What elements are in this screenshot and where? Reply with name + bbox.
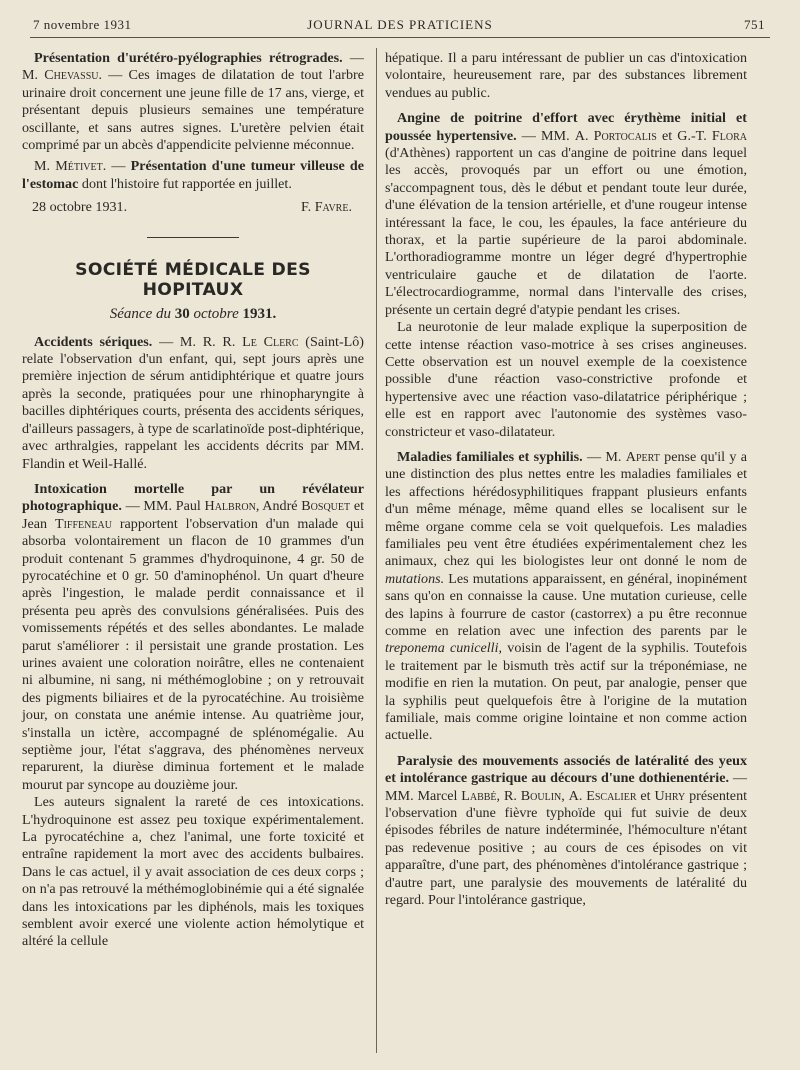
right-column [385, 50, 747, 910]
article-paragraph: La neurotonie de leur malade explique la superposition de cette intense réaction vaso-motrice à ses crises angineuses. Cette observation est un nouvel exemple de la coexistence possible d'une réaction vaso-constrictive profonde et hypertensive avec une réaction vaso-dilatatrice périphérique ; elle est en rapport avec l'autonomie des systèmes vaso-constricteur et vaso-dilatateur. [385, 319, 747, 440]
left-column [22, 50, 364, 951]
header-date: 7 novembre 1931 [33, 17, 132, 32]
article-body: (Saint-Lô) relate l'observation d'un enfant, qui, sept jours après une première injection de sérum antidiphtérique et quatre jours après la seconde, pratiquées pour une rhinopharyngite à bacilles diphtériques courts, présenta des accidents sériques, d'ailleurs passagers, à type de scarlatinoïde post-diphtérique, avec arthralgies, rappelant les accidents décrits par MM. Flandin et Weil-Hallé. [22, 333, 365, 472]
author-name: A. Portocalis [574, 127, 657, 144]
society-heading: SOCIÉTÉ MÉDICALE DES HOPITAUX [75, 260, 311, 301]
author-name: G.-T. Flora [677, 127, 747, 144]
article-title: Intoxication mortelle par un révélateur photographique. [22, 480, 364, 515]
article-continuation: Les auteurs signalent la rareté de ces intoxications. L'hydroquinone est assez peu toxique expérimentalement. La pyrocatéchine a, chez l'animal, une forte toxicité et entraîne rapidement la mort avec des accidents bulbaires. Dans le cas actuel, il y avait association de ces deux corps ; on n'a pas retrouvé la méthémoglobinémie qui a été signalée dans les intoxications par les diphénols, mais les toxiques semblent avoir exercé une violente action hémolytique et altéré la cellule [22, 794, 364, 950]
article-body: Ces images de dilatation de tout l'arbre urinaire droit concernent une jeune fille de 17 ans, vierge, et présentant depuis plusieurs semaines une température oscillante, et sans autres signes. L'uretère pelvien était comprimé par un abcès d'appendicite pelvienne méconnue. [22, 67, 364, 154]
author-name: A. Escalier [568, 787, 637, 804]
article-tumeur-estomac: M. Métivet. — Présentation d'une tumeur villeuse de l'estomac dont l'histoire fut rapportée en juillet. [22, 158, 364, 192]
author-prefix: MM. Marcel [385, 787, 458, 804]
author-name: Apert [625, 448, 660, 465]
signature [22, 199, 364, 217]
article-title: Accidents sériques. [34, 333, 153, 350]
signature-name: F. Favre. [300, 199, 352, 216]
article-body: dont l'histoire fut rapportée en juillet. [81, 175, 292, 192]
article-body: présentent l'observation d'une fièvre typhoïde qui fut suivie de deux épisodes fébriles de nature indéterminée, l'hémoculture n'étant pas redevenue positive ; au cours de ces épisodes on vit apparaître, d'une part, des phénomènes d'intolérance gastrique ; d'autre part, une paralysie des mouvements de latéralité du regard. Pour l'intolérance gastrique, [385, 787, 748, 909]
author-name: R. Boulin [503, 787, 562, 804]
article-body: rapportent l'observation d'un malade qui absorba volontairement un flacon de 10 grammes d'un produit contenant 5 grammes d'hydroquinone, 4 gr. 50 de pyrocatéchine et 0 gr. 50 d'aminophénol. Un quart d'heure après l'ingestion, le malade perdit connaissance et il présenta peu après des convulsions généralisées. Puis des vomissements répétés et des selles abondantes. Le malade parut s'améliorer : il persistait une grande prostation. Les urines avaient une coloration noirâtre, elles ne contenaient ni albumine, ni sang, ni méthémoglobine ; on y retrouvait des pigments biliaires et de la pyrocatéchine. Au troisième jour, on constata une anémie intense. Au quatrième jour, s'installa un ictère, accompagné de splénomégalie. Au septième jour, l'état s'aggrava, des phénomènes nerveux reparurent, la diurèse diminua fortement et le malade mourut par syncope au douzième jour. [22, 515, 364, 793]
article-accidents-seriques: Accidents sériques. — M. R. R. Le Clerc (Saint-Lô) relate l'observation d'un enfant, qui, sept jours après une première injection de sérum antidiphtérique et quatre jours après la seconde, pratiquées pour une rhinopharyngite à bacilles diphtériques courts, présenta des accidents sériques, d'ailleurs passagers, à type de scarlatinoïde post-diphtérique, avec arthralgies, rappelant les accidents décrits par MM. Flandin et Weil-Hallé. [22, 333, 365, 472]
signature-date: 28 octobre 1931. [32, 199, 128, 216]
article-uretero-pyelographies: Présentation d'urétéro-pyélographies rétrogrades. — M. Chevassu. — Ces images de dilatation de tout l'arbre urinaire droit concernent une jeune fille de 17 ans, vierge, et présentant depuis plusieurs semaines une température oscillante, et sans autres signes. L'uretère pelvien était comprimé par un abcès d'appendicite pelvienne méconnue. [22, 50, 364, 154]
author-first: André [262, 498, 298, 515]
article-body: pense qu'il y a une distinction des plus nettes entre les maladies familiales et les affections hérédosyphilitiques frappant plusieurs enfants d'un même ménage, même quand elles se localisent sur le même organe comme cela se voit quelquefois. Les maladies familiales peu vent être étudiées expérimentalement chez les animaux, chez qui les biologistes leur ont donné le nom de [385, 448, 747, 570]
article-italic: treponema cunicelli, [385, 640, 503, 657]
journal-title: JOURNAL DES PRATICIENS [307, 17, 493, 32]
article-intoxication-mortelle: Intoxication mortelle par un révélateur photographique. — MM. Paul Halbron, André Bosquet et Jean Tiffeneau rapportent l'observation d'un malade qui absorba volontairement un flacon de 10 grammes d'un produit contenant 5 grammes d'hydroquinone, 4 gr. 50 de pyrocatéchine et 0 gr. 50 d'aminophénol. Un quart d'heure après l'ingestion, le malade perdit connaissance et il présenta peu après des convulsions généralisées. Puis des vomissements répétés et des selles abondantes. Le malade parut s'améliorer : il persistait une grande prostation. Les urines avaient une coloration noirâtre, elles ne contenaient ni albumine, ni sang, ni méthémoglobine ; on y retrouvait des pigments biliaires et de la pyrocatéchine. Au troisième jour, on constata une anémie intense. Au quatrième jour, s'installa un ictère, accompagné de splénomégalie. Au septième jour, l'état s'aggrava, des phénomènes nerveux reparurent, la diurèse diminua fortement et le malade mourut par syncope au douzième jour. [22, 480, 365, 793]
article-maladies-familiales: Maladies familiales et syphilis. — M. Apert pense qu'il y a une distinction des plus nettes entre les maladies familiales et les affections hérédosyphilitiques frappant plusieurs enfants d'un même ménage, même quand elles se localisent sur le même organe comme cela se voit quelquefois. Les maladies familiales peu vent être étudiées expérimentalement chez les animaux, chez qui les biologistes leur ont donné le nom de mutations. Les mutations apparaissent, en général, inopinément sans qu'on en connaisse la cause. Une mutation curieuse, celle des lapins à fourrure de castor (castorrex) a pu être reconnue comme en relation avec une infection des parents par le treponema cunicelli, voisin de l'agent de la syphilis. Toutefois le traitement par le bismuth très actif sur la tréponémiase, ne modifie en rien la mutation. On peut, par analogie, penser que la syphilis peut quelquefois être à l'origine de la mutation familiale, mais comme origine lointaine et non comme action actuelle. [385, 448, 747, 744]
page-header [30, 17, 770, 35]
seance-year: 1931. [242, 306, 277, 323]
author-name: Chevassu. [44, 67, 103, 84]
seance-prefix: Séance du [109, 306, 171, 323]
header-rule [30, 37, 770, 38]
article-paralysie: Paralysie des mouvements associés de latéralité des yeux et intolérance gastrique au décours d'une dothienentérie. — MM. Marcel Labbé, R. Boulin, A. Escalier et Uhry présentent l'observation d'une fièvre typhoïde qui fut suivie de deux épisodes fébriles de nature indéterminée, l'hémoculture n'étant pas redevenue positive ; au cours de ces épisodes on vit apparaître, d'une part, des phénomènes d'intolérance gastrique ; d'autre part, une paralysie des mouvements de latéralité du regard. Pour l'intolérance gastrique, [385, 752, 748, 909]
article-title: Présentation d'urétéro-pyélographies rétrogrades. [34, 50, 343, 66]
seance-month: octobre [193, 306, 239, 323]
author-name: Métivet. [55, 158, 107, 175]
page-number: 751 [744, 17, 765, 32]
author-name: R. Le Clerc [222, 333, 299, 350]
column-divider [376, 48, 377, 1053]
author-first: Jean [22, 515, 48, 532]
seance-date [22, 306, 364, 323]
article-title: Maladies familiales et syphilis. [397, 448, 583, 465]
author-name: Labbé [461, 787, 497, 804]
author-name: Halbron [204, 498, 256, 515]
article-body: voisin de l'agent de la syphilis. Toutefois le traitement par le bismuth très actif sur la tréponémiase, ne modifie en rien la mutation. On peut, par analogie, penser que la syphilis peut quelquefois être à l'origine de la mutation familiale, mais comme origine lointaine et non comme action actuelle. [385, 640, 747, 744]
article-body: Les mutations apparaissent, en général, inopinément sans qu'on en connaisse la cause. Une mutation curieuse, celle des lapins à fourrure de castor (castorrex) a pu être reconnue comme en relation avec une infection des parents par le [385, 570, 747, 639]
seance-day: 30 [174, 306, 190, 323]
author-prefix: MM. Paul [143, 498, 201, 515]
article-italic: mutations. [385, 570, 445, 587]
article-title: Paralysie des mouvements associés de latéralité des yeux et intolérance gastrique au décours d'une dothienentérie. [385, 752, 747, 787]
article-title: Présentation d'une tumeur villeuse de l'estomac [22, 158, 364, 192]
author-name: Bosquet [301, 498, 351, 515]
section-rule [147, 237, 239, 238]
article-continuation: hépatique. Il a paru intéressant de publier un cas d'intoxication volontaire, heureusement rare, par des substances librement vendues au public. [385, 50, 747, 101]
author-name: Uhry [654, 787, 686, 804]
author-name: Tiffeneau [54, 515, 112, 532]
article-title: Angine de poitrine d'effort avec érythème initial et poussée hypertensive. [385, 110, 747, 144]
article-angine-poitrine: Angine de poitrine d'effort avec érythème initial et poussée hypertensive. — MM. A. Portocalis et G.-T. Flora (d'Athènes) rapportent un cas d'angine de poitrine dans lequel les accès, provoqués par un effort ou une émotion, s'accompagnent tous, dès le début et pendant toute leur durée, d'une élévation de la tension artérielle, et d'une rougeur intense intéressant la face, le cou, les épaules, la face antérieure du thorax, et la partie supérieure de la paroi abdominale. L'orthoradiogramme montre un léger degré d'hypertrophie ventriculaire gauche et de dilatation de l'aorte. L'électrocardiogramme, normal dans l'intervalle des crises, présente un certain degré d'atypie pendant les crises. [385, 110, 747, 318]
article-body: (d'Athènes) rapportent un cas d'angine de poitrine dans lequel les accès, provoqués par un effort ou une émotion, s'accompagnent tous, dès le début et pendant toute leur durée, d'une élévation de la tension artérielle, et d'une rougeur intense intéressant la face, le cou, les épaules, la face antérieure du thorax, et la partie supérieure de la paroi abdominale. L'orthoradiogramme montre un léger degré d'hypertrophie ventriculaire gauche et de dilatation de l'aorte. L'électrocardiogramme, normal dans l'intervalle des crises, présente un certain degré d'atypie pendant les crises. [385, 145, 747, 318]
